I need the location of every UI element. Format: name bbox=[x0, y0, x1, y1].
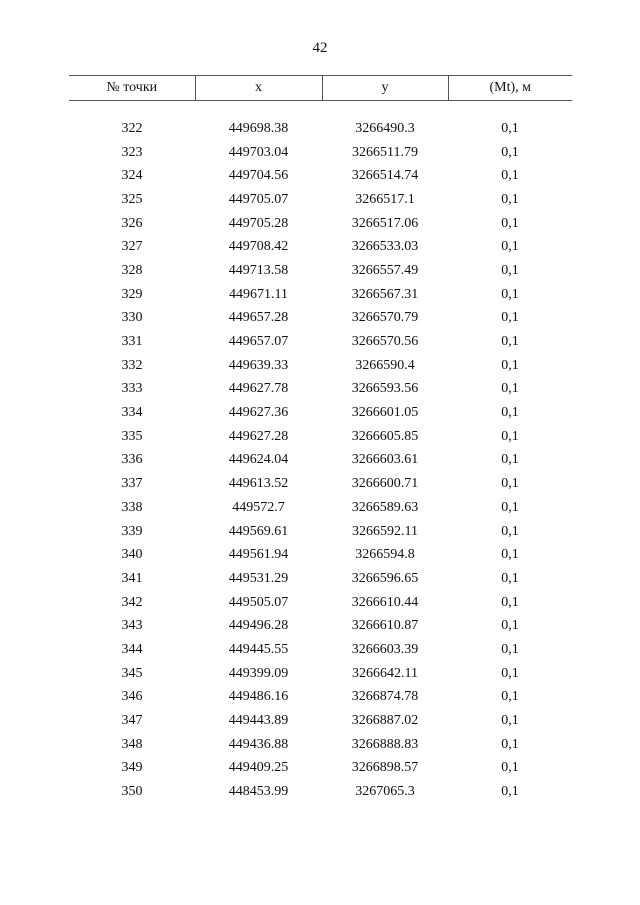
page-number: 42 bbox=[312, 40, 328, 56]
table-row bbox=[69, 543, 572, 567]
x-cell: 449639.33 bbox=[228, 357, 289, 373]
accuracy-cell: 0,1 bbox=[501, 499, 519, 515]
accuracy-cell: 0,1 bbox=[501, 736, 519, 752]
y-cell: 3266517.1 bbox=[355, 191, 415, 207]
x-cell: 449657.28 bbox=[228, 310, 289, 326]
point-number-cell: 323 bbox=[121, 144, 143, 160]
table-row bbox=[69, 591, 572, 615]
x-cell: 449613.52 bbox=[228, 476, 289, 492]
y-cell: 3266605.85 bbox=[351, 428, 419, 444]
x-cell: 449708.42 bbox=[228, 239, 289, 255]
point-number-cell: 338 bbox=[121, 499, 143, 515]
point-number-cell: 331 bbox=[121, 334, 143, 350]
accuracy-cell: 0,1 bbox=[501, 594, 519, 610]
x-cell: 448453.99 bbox=[228, 784, 289, 800]
table-row bbox=[69, 638, 572, 662]
point-number-cell: 350 bbox=[121, 784, 143, 800]
accuracy-cell: 0,1 bbox=[501, 713, 519, 729]
header-accuracy: (Mt), м bbox=[448, 76, 572, 101]
accuracy-cell: 0,1 bbox=[501, 215, 519, 231]
table-row bbox=[69, 283, 572, 307]
point-number-cell: 348 bbox=[121, 736, 143, 752]
point-number-cell: 325 bbox=[121, 191, 143, 207]
accuracy-cell: 0,1 bbox=[501, 523, 519, 539]
y-cell: 3266570.56 bbox=[351, 334, 419, 350]
point-number-cell: 346 bbox=[121, 689, 143, 705]
accuracy-cell: 0,1 bbox=[501, 689, 519, 705]
y-cell: 3266570.79 bbox=[351, 310, 419, 326]
table-row bbox=[69, 496, 572, 520]
table-row bbox=[69, 141, 572, 165]
point-number-cell: 347 bbox=[121, 713, 143, 729]
table-row bbox=[69, 472, 572, 496]
y-cell: 3266514.74 bbox=[351, 168, 419, 184]
accuracy-cell: 0,1 bbox=[501, 144, 519, 160]
table-row bbox=[69, 757, 572, 781]
accuracy-cell: 0,1 bbox=[501, 168, 519, 184]
accuracy-cell: 0,1 bbox=[501, 334, 519, 350]
x-cell: 449705.28 bbox=[228, 215, 289, 231]
x-cell: 449624.04 bbox=[228, 452, 289, 468]
y-cell: 3266592.11 bbox=[352, 523, 418, 539]
point-number-cell: 329 bbox=[121, 286, 143, 302]
x-cell: 449704.56 bbox=[228, 168, 289, 184]
point-number-cell: 330 bbox=[121, 310, 143, 326]
x-cell: 449445.55 bbox=[228, 641, 289, 657]
y-cell: 3266490.3 bbox=[355, 120, 415, 136]
table-body bbox=[69, 101, 572, 804]
point-number-cell: 335 bbox=[121, 428, 143, 444]
table-row bbox=[69, 614, 572, 638]
table-row bbox=[69, 330, 572, 354]
accuracy-cell: 0,1 bbox=[501, 262, 519, 278]
table-row bbox=[69, 733, 572, 757]
accuracy-cell: 0,1 bbox=[501, 357, 519, 373]
x-cell: 449399.09 bbox=[228, 665, 289, 681]
header-y: y bbox=[322, 76, 448, 101]
y-cell: 3266567.31 bbox=[351, 286, 419, 302]
table-row bbox=[69, 709, 572, 733]
point-number-cell: 339 bbox=[121, 523, 143, 539]
x-cell: 449569.61 bbox=[228, 523, 289, 539]
table-row bbox=[69, 307, 572, 331]
point-number-cell: 322 bbox=[121, 120, 143, 136]
accuracy-cell: 0,1 bbox=[501, 570, 519, 586]
y-cell: 3266874.78 bbox=[351, 689, 419, 705]
x-cell: 449572.7 bbox=[232, 499, 285, 515]
y-cell: 3266557.49 bbox=[351, 262, 419, 278]
accuracy-cell: 0,1 bbox=[501, 120, 519, 136]
accuracy-cell: 0,1 bbox=[501, 239, 519, 255]
header-point-number: № точки bbox=[69, 76, 195, 101]
accuracy-cell: 0,1 bbox=[501, 665, 519, 681]
accuracy-cell: 0,1 bbox=[501, 760, 519, 776]
point-number-cell: 326 bbox=[121, 215, 143, 231]
x-cell: 449436.88 bbox=[228, 736, 289, 752]
coordinates-table bbox=[69, 75, 572, 804]
y-cell: 3266511.79 bbox=[352, 144, 418, 160]
accuracy-cell: 0,1 bbox=[501, 476, 519, 492]
point-number-cell: 341 bbox=[121, 570, 143, 586]
y-cell: 3266898.57 bbox=[351, 760, 419, 776]
table-header-row bbox=[69, 76, 572, 101]
accuracy-cell: 0,1 bbox=[501, 618, 519, 634]
y-cell: 3266590.4 bbox=[355, 357, 415, 373]
accuracy-cell: 0,1 bbox=[501, 452, 519, 468]
y-cell: 3266533.03 bbox=[351, 239, 419, 255]
point-number-cell: 344 bbox=[121, 641, 143, 657]
point-number-cell: 343 bbox=[121, 618, 143, 634]
x-cell: 449705.07 bbox=[228, 191, 289, 207]
y-cell: 3266603.61 bbox=[351, 452, 419, 468]
y-cell: 3266887.02 bbox=[351, 713, 419, 729]
point-number-cell: 349 bbox=[121, 760, 143, 776]
header-x: x bbox=[195, 76, 322, 101]
accuracy-cell: 0,1 bbox=[501, 286, 519, 302]
y-cell: 3267065.3 bbox=[355, 784, 415, 800]
point-number-cell: 324 bbox=[121, 168, 143, 184]
y-cell: 3266594.8 bbox=[355, 547, 415, 563]
x-cell: 449409.25 bbox=[228, 760, 289, 776]
table-row bbox=[69, 235, 572, 259]
table-row bbox=[69, 117, 572, 141]
table-row bbox=[69, 567, 572, 591]
x-cell: 449505.07 bbox=[228, 594, 289, 610]
point-number-cell: 337 bbox=[121, 476, 143, 492]
accuracy-cell: 0,1 bbox=[501, 191, 519, 207]
accuracy-cell: 0,1 bbox=[501, 784, 519, 800]
point-number-cell: 342 bbox=[121, 594, 143, 610]
table-row bbox=[69, 520, 572, 544]
y-cell: 3266610.87 bbox=[351, 618, 419, 634]
y-cell: 3266593.56 bbox=[351, 381, 419, 397]
y-cell: 3266603.39 bbox=[351, 641, 419, 657]
y-cell: 3266600.71 bbox=[351, 476, 419, 492]
table-row bbox=[69, 378, 572, 402]
y-cell: 3266610.44 bbox=[351, 594, 419, 610]
x-cell: 449671.11 bbox=[229, 286, 288, 302]
point-number-cell: 333 bbox=[121, 381, 143, 397]
y-cell: 3266642.11 bbox=[352, 665, 418, 681]
x-cell: 449627.28 bbox=[228, 428, 289, 444]
accuracy-cell: 0,1 bbox=[501, 641, 519, 657]
x-cell: 449713.58 bbox=[228, 262, 289, 278]
table-row bbox=[69, 401, 572, 425]
x-cell: 449698.38 bbox=[228, 120, 289, 136]
x-cell: 449627.36 bbox=[228, 405, 289, 421]
table-row bbox=[69, 259, 572, 283]
point-number-cell: 327 bbox=[121, 239, 143, 255]
y-cell: 3266596.65 bbox=[351, 570, 419, 586]
table-row bbox=[69, 212, 572, 236]
y-cell: 3266517.06 bbox=[351, 215, 419, 231]
accuracy-cell: 0,1 bbox=[501, 381, 519, 397]
accuracy-cell: 0,1 bbox=[501, 428, 519, 444]
point-number-cell: 334 bbox=[121, 405, 143, 421]
point-number-cell: 332 bbox=[121, 357, 143, 373]
accuracy-cell: 0,1 bbox=[501, 405, 519, 421]
table-row bbox=[69, 354, 572, 378]
x-cell: 449657.07 bbox=[228, 334, 289, 350]
y-cell: 3266601.05 bbox=[351, 405, 419, 421]
header-spacer bbox=[69, 101, 572, 118]
x-cell: 449703.04 bbox=[228, 144, 289, 160]
x-cell: 449627.78 bbox=[228, 381, 289, 397]
point-number-cell: 345 bbox=[121, 665, 143, 681]
table-row bbox=[69, 188, 572, 212]
point-number-cell: 340 bbox=[121, 547, 143, 563]
accuracy-cell: 0,1 bbox=[501, 310, 519, 326]
table-row bbox=[69, 662, 572, 686]
x-cell: 449496.28 bbox=[228, 618, 289, 634]
table-row bbox=[69, 686, 572, 710]
table-row bbox=[69, 425, 572, 449]
table-row bbox=[69, 780, 572, 804]
x-cell: 449443.89 bbox=[228, 713, 289, 729]
point-number-cell: 328 bbox=[121, 262, 143, 278]
point-number-cell: 336 bbox=[121, 452, 143, 468]
table-row bbox=[69, 164, 572, 188]
x-cell: 449531.29 bbox=[228, 570, 289, 586]
accuracy-cell: 0,1 bbox=[501, 547, 519, 563]
y-cell: 3266589.63 bbox=[351, 499, 419, 515]
x-cell: 449561.94 bbox=[228, 547, 289, 563]
y-cell: 3266888.83 bbox=[351, 736, 419, 752]
x-cell: 449486.16 bbox=[228, 689, 289, 705]
table-row bbox=[69, 449, 572, 473]
